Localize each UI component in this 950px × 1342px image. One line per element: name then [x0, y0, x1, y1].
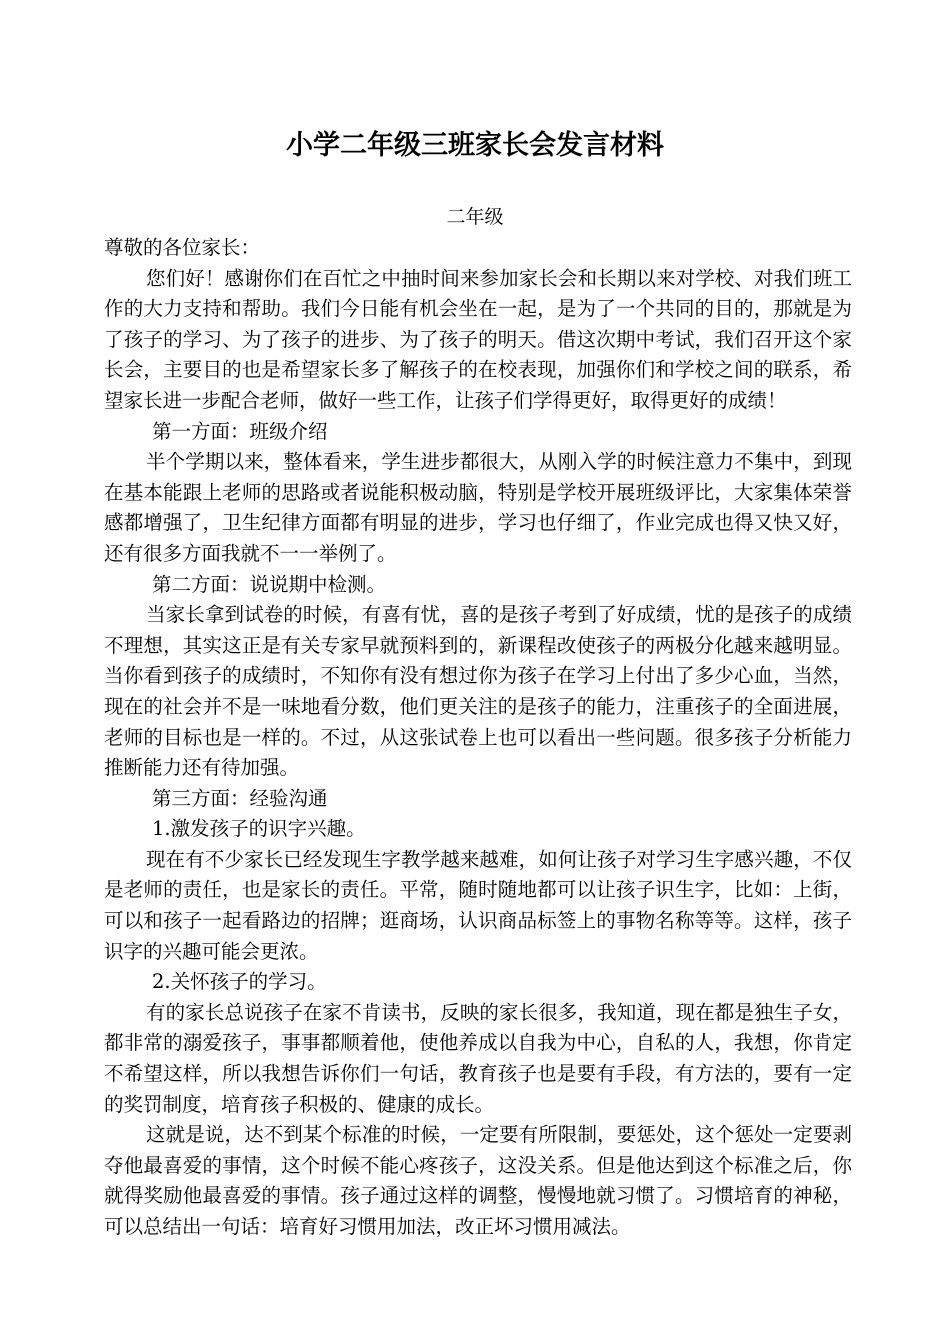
paragraph-care-learning: 有的家长总说孩子在家不肯读书，反映的家长很多，我知道，现在都是独生子女，都非常的溺爱孩子，事事都顺着他，使他养成以自我为中心，自私的人，我想，你肯定不希望这样，所以我想告诉你们一句话，教育孩子也是要有手段，有方法的，要有一定的奖罚制度，培育孩子积极的、健康的成长。 — [104, 1000, 852, 1116]
document-title: 小学二年级三班家长会发言材料 — [286, 130, 664, 161]
section-heading-midterm: 第二方面：说说期中检测。 — [152, 572, 387, 596]
paragraph-literacy-interest: 现在有不少家长已经发现生字教学越来越难，如何让孩子对学习生字感兴趣，不仅是老师的责任，也是家长的责任。平常，随时随地都可以让孩子识生字，比如：上街，可以和孩子一起看路边的招牌；逛商场，认识商品标签上的事物名称等等。这样，孩子识字的兴趣可能会更浓。 — [104, 847, 852, 963]
subheading-literacy-interest: 1.激发孩子的识字兴趣。 — [152, 817, 366, 841]
document-body — [104, 233, 852, 1243]
document-subtitle: 二年级 — [446, 206, 504, 228]
paragraph-habits: 这就是说，达不到某个标准的时候，一定要有所限制，要惩处，这个惩处一定要剥夺他最喜爱的事情，这个时候不能心疼孩子，这没关系。但是他达到这个标准之后，你就得奖励他最喜爱的事情。孩子通过这样的调整，慢慢地就习惯了。习惯培育的神秘，可以总结出一句话：培育好习惯用加法，改正坏习惯用减法。 — [104, 1123, 852, 1238]
paragraph-midterm: 当家长拿到试卷的时候，有喜有忧，喜的是孩子考到了好成绩，忧的是孩子的成绩不理想，其实这正是有关专家早就预料到的，新课程改使孩子的两极分化越来越明显。当你看到孩子的成绩时，不知你有没有想过你为孩子在学习上付出了多少心血，当然，现在的社会并不是一味地看分数，他们更关注的是孩子的能力，注重孩子的全面进展，老师的目标也是一样的。不过，从这张试卷上也可以看出一些问题。很多孩子分析能力推断能力还有待加强。 — [104, 603, 852, 780]
section-heading-experience: 第三方面：经验沟通 — [152, 786, 328, 810]
section-heading-class-intro: 第一方面：班级介绍 — [152, 419, 328, 443]
subheading-care-learning: 2.关怀孩子的学习。 — [152, 970, 327, 994]
salutation: 尊敬的各位家长： — [104, 236, 261, 259]
paragraph-intro: 您们好！感谢你们在百忙之中抽时间来参加家长会和长期以来对学校、对我们班工作的大力支持和帮助。我们今日能有机会坐在一起，是为了一个共同的目的，那就是为了孩子的学习、为了孩子的进步、为了孩子的明天。借这次期中考试，我们召开这个家长会，主要目的也是希望家长多了解孩子的在校表现，加强你们和学校之间的联系，希望家长进一步配合老师，做好一些工作，让孩子们学得更好，取得更好的成绩！ — [104, 266, 852, 412]
paragraph-class-intro: 半个学期以来，整体看来，学生进步都很大，从刚入学的时候注意力不集中，到现在基本能跟上老师的思路或者说能积极动脑，特别是学校开展班级评比，大家集体荣誉感都增强了，卫生纪律方面都有明显的进步，学习也仔细了，作业完成也得又快又好，还有很多方面我就不一一举例了。 — [104, 450, 852, 565]
